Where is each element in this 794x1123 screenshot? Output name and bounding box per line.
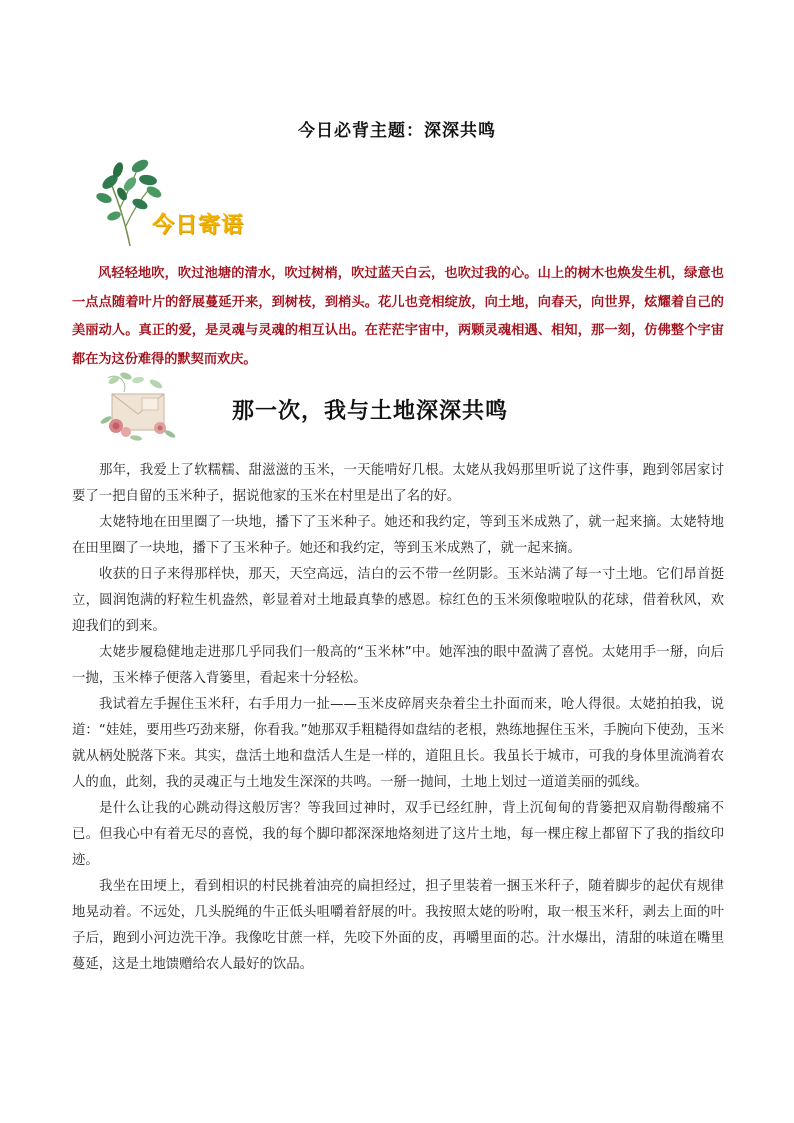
jiyu-paragraph: 风轻轻地吹，吹过池塘的清水，吹过树梢，吹过蓝天白云，也吹过我的心。山上的树木也焕发生机，绿意也一点点随着叶片的舒展蔓延开来，到树枝，到梢头。花儿也竞相绽放，向土地，向春天，向世界，炫耀着自己的美丽动人。真正的爱，是灵魂与灵魂的相互认出。在茫茫宇宙中，两颗灵魂相遇、相知，那一刻，仿佛整个宇宙都在为这份难得的默契而欢庆。	[72, 266, 724, 367]
essay-paragraph: 我试着左手握住玉米秆，右手用力一扯——玉米皮碎屑夹杂着尘土扑面而来，呛人得很。太姥拍拍我，说道：“娃娃，要用些巧劲来掰，你看我。”她那双手粗糙得如盘结的老根，熟练地握住玉米，手腕向下使劲，玉米就从柄处脱落下来。其实，盘活土地和盘活人生是一样的，道阻且长。我虽长于城市，可我的身体里流淌着农人的血，此刻，我的灵魂正与土地发生深深的共鸣。一掰一抛间，土地上划过一道道美丽的弧线。	[72, 697, 724, 790]
jiyu-section-title: 今日寄语	[152, 213, 245, 238]
essay-paragraph: 收获的日子来得那样快，那天，天空高远，洁白的云不带一丝阴影。玉米站满了每一寸土地。它们昂首挺立，圆润饱满的籽粒生机盎然，彰显着对土地最真挚的感恩。棕红色的玉米须像啦啦队的花球，借着秋风，欢迎我们的到来。	[72, 567, 724, 634]
essay-body	[72, 458, 724, 978]
essay-paragraph: 太姥特地在田里圈了一块地，播下了玉米种子。她还和我约定，等到玉米成熟了，就一起来摘。太姥特地在田里圈了一块地，播下了玉米种子。她还和我约定，等到玉米成熟了，就一起来摘。	[72, 515, 724, 556]
essay-paragraph: 那年，我爱上了软糯糯、甜滋滋的玉米，一天能啃好几根。太姥从我妈那里听说了这件事，跑到邻居家讨要了一把自留的玉米种子，据说他家的玉米在村里是出了名的好。	[72, 463, 724, 504]
essay-paragraph: 我坐在田埂上，看到相识的村民挑着油亮的扁担经过，担子里装着一捆玉米秆子，随着脚步的起伏有规律地晃动着。不远处，几头脱绳的牛正低头咀嚼着舒展的叶。我按照太姥的吩咐，取一根玉米秆，剥去上面的叶子后，跑到小河边洗干净。我像吃甘蔗一样，先咬下外面的皮，再嚼里面的芯。汁水爆出，清甜的味道在嘴里蔓延，这是土地馈赠给农人最好的饮品。	[72, 879, 724, 972]
page-title: 今日必背主题：深深共鸣	[298, 121, 496, 141]
essay-title: 那一次，我与土地深深共鸣	[232, 399, 509, 424]
envelope-flowers-icon	[98, 368, 178, 444]
essay-paragraph: 太姥步履稳健地走进那几乎同我们一般高的“玉米林”中。她浑浊的眼中盈满了喜悦。太姥用手一掰，向后一抛，玉米棒子便落入背篓里，看起来十分轻松。	[72, 645, 724, 686]
essay-paragraph: 是什么让我的心跳动得这般厉害？等我回过神时，双手已经红肿，背上沉甸甸的背篓把双肩勒得酸痛不已。但我心中有着无尽的喜悦，我的每个脚印都深深地烙刻进了这片土地，每一棵庄稼上都留下了我的指纹印迹。	[72, 801, 724, 868]
